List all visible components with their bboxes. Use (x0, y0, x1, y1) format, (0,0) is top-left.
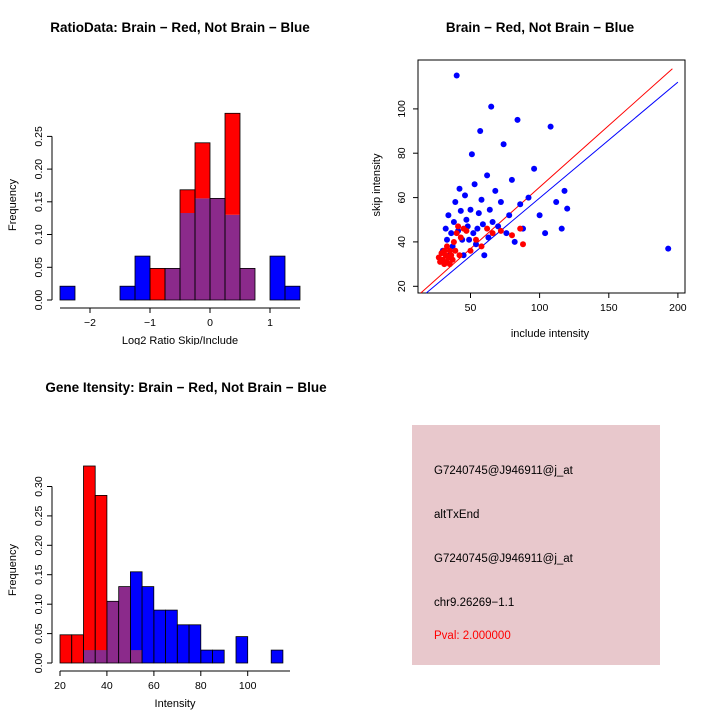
svg-text:0.30: 0.30 (33, 476, 45, 497)
probe-id-primary: G7240745@J946911@j_at (434, 465, 573, 477)
scatter-y-ticklabels (396, 100, 408, 292)
scatter-points-brain (436, 223, 526, 267)
svg-text:100: 100 (396, 100, 408, 118)
svg-text:100: 100 (530, 302, 549, 314)
gene-histogram-title: Gene Itensity: Brain − Red, Not Brain − Blue (45, 380, 327, 395)
ratio-histogram-x-axis (60, 308, 300, 313)
probe-id-secondary: G7240745@J946911@j_at (434, 553, 573, 565)
svg-text:1: 1 (267, 317, 273, 329)
panel-intensity-scatter (360, 0, 720, 360)
gene-histogram-x-axis (60, 671, 290, 676)
ratio-histogram-plot (0, 45, 360, 345)
locus-id: chr9.26269−1.1 (434, 597, 515, 609)
svg-text:50: 50 (464, 302, 477, 314)
svg-text:80: 80 (396, 147, 408, 160)
svg-text:40: 40 (396, 236, 408, 248)
svg-text:0.20: 0.20 (33, 158, 45, 180)
svg-text:0.00: 0.00 (33, 652, 45, 674)
svg-text:−1: −1 (144, 317, 156, 329)
svg-text:20: 20 (54, 680, 66, 692)
gene-histogram-plot (0, 405, 400, 715)
svg-text:60: 60 (148, 680, 160, 692)
svg-text:100: 100 (238, 680, 257, 692)
svg-text:0.10: 0.10 (33, 593, 45, 615)
svg-text:20: 20 (396, 280, 408, 293)
gene-histogram-bars (60, 466, 283, 663)
ratio-histogram-y-label: Frequency (7, 179, 19, 231)
scatter-y-label: skip intensity (371, 153, 383, 217)
scatter-fit-lines (421, 69, 678, 293)
gene-histogram-y-label: Frequency (7, 544, 19, 596)
ratio-histogram-y-axis (47, 136, 52, 300)
ratio-histogram-x-label: Log2 Ratio Skip/Include (121, 335, 239, 345)
ratio-histogram-bars (60, 113, 300, 300)
svg-text:40: 40 (101, 680, 113, 692)
scatter-y-axis (413, 109, 418, 286)
svg-text:0.00: 0.00 (33, 289, 45, 311)
scatter-x-axis (471, 293, 678, 298)
panel-gene-histogram (0, 360, 400, 720)
svg-text:0.05: 0.05 (33, 623, 45, 644)
event-type: altTxEnd (434, 509, 480, 521)
scatter-plot (360, 45, 720, 345)
gene-histogram-x-ticklabels (54, 680, 256, 692)
svg-text:0.05: 0.05 (33, 257, 45, 278)
svg-text:60: 60 (396, 191, 408, 204)
gene-histogram-y-axis (47, 487, 52, 664)
ratio-histogram-y-ticklabels (33, 126, 45, 310)
ratio-histogram-x-ticklabels (84, 317, 273, 329)
gene-histogram-x-label: Intensity (154, 698, 196, 710)
panel-annotation-box (412, 425, 660, 665)
svg-text:150: 150 (600, 302, 618, 314)
svg-text:0.15: 0.15 (33, 564, 45, 585)
ratio-histogram-title: RatioData: Brain − Red, Not Brain − Blue (50, 20, 310, 35)
svg-text:−2: −2 (84, 317, 96, 329)
svg-text:0: 0 (207, 317, 213, 329)
svg-text:0.25: 0.25 (33, 505, 45, 527)
svg-text:0.20: 0.20 (33, 535, 45, 556)
svg-text:200: 200 (669, 302, 687, 314)
scatter-title: Brain − Red, Not Brain − Blue (445, 20, 635, 35)
svg-text:80: 80 (194, 680, 207, 692)
svg-text:0.10: 0.10 (33, 224, 45, 245)
panel-ratio-histogram (0, 0, 360, 360)
gene-histogram-y-ticklabels (33, 476, 45, 673)
pval-label: Pval: 2.000000 (434, 630, 511, 642)
svg-text:0.25: 0.25 (33, 126, 45, 147)
svg-text:0.15: 0.15 (33, 191, 45, 213)
scatter-x-label: include intensity (510, 328, 590, 340)
scatter-x-ticklabels (465, 302, 687, 314)
